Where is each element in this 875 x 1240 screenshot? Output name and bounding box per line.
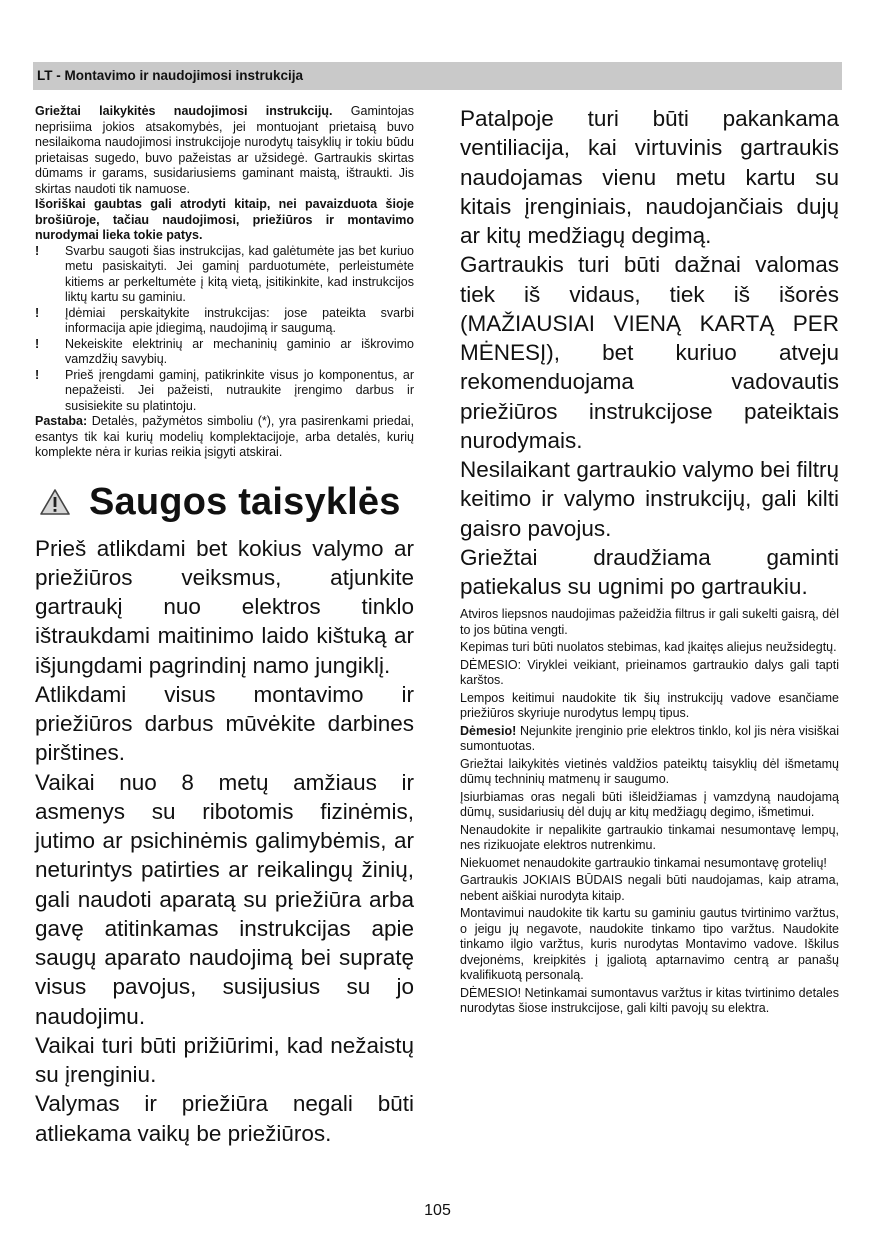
attention-text: Nejunkite įrenginio prie elektros tinklo, kol jis nėra visiškai sumontuotas. (460, 723, 839, 754)
section-title: LT - Montavimo ir naudojimosi instrukcija (37, 68, 304, 83)
note-label: Pastaba: (35, 414, 88, 428)
safety-note: Lempos keitimui naudokite tik šių instrukcijų vadove esančiame priežiūros skyriuje nurodytus lempų tipus. (460, 690, 839, 721)
bullet-text: Įdėmiai perskaitykite instrukcijas: jose pateikta svarbi informacija apie įdiegimą, naudojimą ir saugumą. (65, 305, 414, 335)
exclamation-icon: ! (35, 367, 40, 382)
section-header-bar (33, 62, 842, 90)
safety-paragraph: Valymas ir priežiūra negali būti atliekama vaikų be priežiūros. (35, 1091, 414, 1146)
safety-heading-title: Saugos taisyklės (89, 480, 401, 523)
list-item (35, 244, 414, 306)
cleaning-paragraph: Gartraukis turi būti dažnai valomas tiek iš vidaus, tiek iš išorės (MAŽIAUSIAI VIENĄ KARTĄ PER MĖNESĮ), bet kuriuo atveju rekomenduojama vadovautis priežiūros instrukcijose pateiktais nurodymais. (460, 252, 839, 453)
list-item (35, 368, 414, 415)
list-item (35, 337, 414, 368)
note-paragraph (35, 414, 414, 461)
appearance-note-text: Išoriškai gaubtas gali atrodyti kitaip, nei pavaizduota šioje brošiūroje, tačiau naudojimosi, priežiūros ir montavimo nurodymai lieka tokie patys. (35, 197, 414, 242)
ventilation-paragraph: Patalpoje turi būti pakankama ventiliacija, kai virtuvinis gartraukis naudojamas vienu metu kartu su kitais įrenginiais, naudojančiais dujų ar kitų medžiagų degimą. (460, 106, 839, 248)
safety-note: DĖMESIO: Viryklei veikiant, prieinamos gartraukio dalys gali tapti karštos. (460, 657, 839, 688)
page-number: 105 (424, 1202, 451, 1219)
safety-note: Griežtai laikykitės vietinės valdžios pateiktų taisyklių dėl išmetamų dūmų techninių matmenų ir saugumo. (460, 756, 839, 787)
intro-rest: Gamintojas neprisiima jokios atsakomybės, jei montuojant prietaisą buvo nesilaikoma naudojimosi instrukcijoje nurodytų taisyklių ir tokiu būdu prietaisas sugedo, buvo pažeistas ar užsidegė. Gartraukis skirtas dūmams ir garams, susidariusiems gaminant maistą, ištraukti. Jis skirtas naudoti tik namuose. (35, 104, 414, 196)
instruction-bullet-list (35, 244, 414, 415)
exclamation-icon: ! (35, 305, 40, 320)
safety-note: Niekuomet nenaudokite gartraukio tinkamai nesumontavę grotelių! (460, 855, 827, 870)
list-item (35, 306, 414, 337)
appearance-note (35, 197, 414, 244)
safety-note: Gartraukis JOKIAIS BŪDAIS negali būti naudojamas, kaip atrama, nebent aiškiai nurodyta kitaip. (460, 873, 839, 903)
note-text: Detalės, pažymėtos simboliu (*), yra pasirenkami priedai, esantys tik kai kurių modelių komplektacijoje, arba detalės, kurių komplekte nėra ir kurias reikia įsigyti atskirai. (35, 414, 414, 459)
attention-label: Dėmesio! (460, 723, 517, 738)
safety-note: DĖMESIO! Netinkamai sumontavus varžtus ir kitas tvirtinimo detales nurodytas šiose instrukcijose, gali kilti pavojų su elektra. (460, 985, 839, 1016)
safety-note: Nenaudokite ir nepalikite gartraukio tinkamai nesumontavę lempų, nes rizikuojate elektros nutrenkimu. (460, 822, 839, 853)
left-column (35, 104, 414, 1148)
right-column (460, 104, 839, 1019)
exclamation-icon: ! (35, 336, 40, 351)
safety-note: Kepimas turi būti nuolatos stebimas, kad įkaitęs aliejus neužsidegtų. (460, 640, 837, 655)
safety-note: Įsiurbiamas oras negali būti išleidžiamas į vamzdyną naudojamą dūmų, susidariusių dėl dujų ar kitų medžiagų degimo, išmetimui. (460, 789, 839, 820)
safety-note: Atviros liepsnos naudojimas pažeidžia filtrus ir gali sukelti gaisrą, dėl to jos būtina vengti. (460, 607, 839, 637)
fire-risk-paragraph: Nesilaikant gartraukio valymo bei filtrų keitimo ir valymo instrukcijų, gali kilti gaisro pavojus. (460, 457, 839, 541)
safety-note: Montavimui naudokite tik kartu su gaminiu gautus tvirtinimo varžtus, o jeigu jų negavote, naudokite tinkamo tipo varžtus. Naudokite tinkamo ilgio varžtus, kuris nurodytas Montavimo vadove. Iškilus dvejonėms, kreipkitės į įgaliotą aptarnavimo centrą ar panašų kvalifikuotą personalą. (460, 906, 839, 983)
attention-note (460, 724, 839, 755)
warning-triangle-icon (39, 488, 71, 516)
safety-paragraph: Prieš atlikdami bet kokius valymo ar priežiūros veiksmus, atjunkite gartraukį nuo elektros tinklo ištraukdami maitinimo laido kištuką ar išjungdami pagrindinį namo jungiklį. (35, 535, 414, 678)
intro-bold: Griežtai laikykitės naudojimosi instrukcijų. (35, 104, 333, 118)
exclamation-icon: ! (35, 243, 40, 258)
intro-paragraph (35, 104, 414, 197)
safety-paragraph: Vaikai nuo 8 metų amžiaus ir asmenys su ribotomis fizinėmis, jutimo ar psichinėmis galimybėmis, ar neturintys patirties ar reikalingų žinių, gali naudoti aparatą su priežiūra arba gavę atitinkamas instrukcijas apie saugų aparato naudojimą bei supratę visus pavojus, susijusius su jo naudojimu. (35, 769, 414, 1029)
flame-prohibition-paragraph: Griežtai draudžiama gaminti patiekalus su ugnimi po gartraukiu. (460, 544, 839, 599)
bullet-text: Prieš įrengdami gaminį, patikrinkite visus jo komponentus, ar nepažeisti. Jei pažeisti, nutraukite įrengimo darbus ir susisiekite su platintoju. (65, 367, 414, 413)
bullet-text: Nekeiskite elektrinių ar mechaninių gaminio ar iškrovimo vamzdžių savybių. (65, 336, 414, 366)
safety-heading (35, 481, 414, 524)
safety-paragraph: Vaikai turi būti prižiūrimi, kad nežaistų su įrenginiu. (35, 1032, 414, 1087)
safety-paragraph: Atlikdami visus montavimo ir priežiūros darbus mūvėkite darbines pirštines. (35, 681, 414, 766)
bullet-text: Svarbu saugoti šias instrukcijas, kad galėtumėte jas bet kuriuo metu pasiskaityti. Jei gaminį parduotumėte, perleistumėte kitiems ar perkeltumėte į kitą vietą, įsitikinkite, kad instrukcijos liktų kartu su gaminiu. (65, 243, 414, 304)
